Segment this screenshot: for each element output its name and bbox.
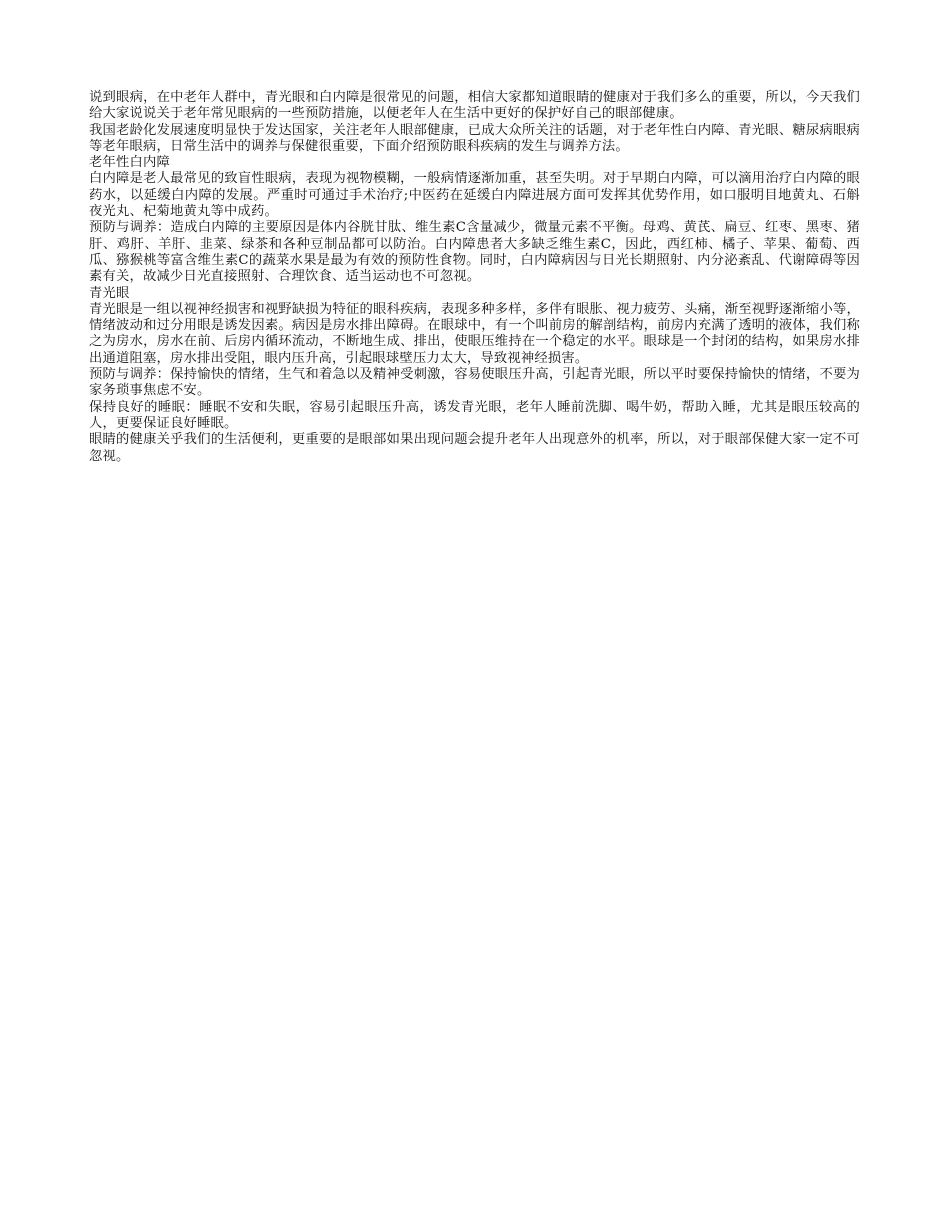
glaucoma-prevention-paragraph: 预防与调养：保持愉快的情绪，生气和着急以及精神受刺激，容易使眼压升高，引起青光眼，所以平时要保持愉快的情绪，不要为家务琐事焦虑不安。 (89, 367, 860, 399)
cataract-prevention-paragraph: 预防与调养：造成白内障的主要原因是体内谷胱甘肽、维生素C含量减少，微量元素不平衡。母鸡、黄芪、扁豆、红枣、黑枣、猪肝、鸡肝、羊肝、韭菜、绿茶和各种豆制品都可以防治。白内障患者大多缺乏维生素C，因此，西红柿、橘子、苹果、葡萄、西瓜、猕猴桃等富含维生素C的蔬菜水果是最为有效的预防性食物。同时，白内障病因与日光长期照射、内分泌紊乱、代谢障碍等因素有关，故减少日光直接照射、合理饮食、适当运动也不可忽视。 (89, 220, 860, 285)
conclusion-paragraph: 眼睛的健康关乎我们的生活便利，更重要的是眼部如果出现问题会提升老年人出现意外的机率，所以，对于眼部保健大家一定不可忽视。 (89, 432, 860, 464)
glaucoma-description-paragraph: 青光眼是一组以视神经损害和视野缺损为特征的眼科疾病，表现多种多样，多伴有眼胀、视力疲劳、头痛，渐至视野逐渐缩小等，情绪波动和过分用眼是诱发因素。病因是房水排出障碍。在眼球中，有一个叫前房的解剖结构，前房内充满了透明的液体，我们称之为房水，房水在前、后房内循环流动，不断地生成、排出，使眼压维持在一个稳定的水平。眼球是一个封闭的结构，如果房水排出通道阻塞，房水排出受阻，眼内压升高，引起眼球壁压力太大，导致视神经损害。 (89, 301, 860, 366)
section-heading-glaucoma: 青光眼 (89, 285, 130, 301)
section-heading-cataract: 老年性白内障 (89, 155, 170, 171)
document-body (89, 90, 860, 465)
cataract-description-paragraph: 白内障是老人最常见的致盲性眼病，表现为视物模糊，一般病情逐渐加重，甚至失明。对于早期白内障，可以滴用治疗白内障的眼药水，以延缓白内障的发展。严重时可通过手术治疗;中医药在延缓白内障进展方面可发挥其优势作用，如口服明目地黄丸、石斛夜光丸、杞菊地黄丸等中成药。 (89, 171, 860, 220)
sleep-advice-paragraph: 保持良好的睡眠：睡眠不安和失眠，容易引起眼压升高，诱发青光眼，老年人睡前洗脚、喝牛奶，帮助入睡，尤其是眼压较高的人，更要保证良好睡眠。 (89, 399, 860, 431)
background-paragraph: 我国老龄化发展速度明显快于发达国家，关注老年人眼部健康，已成大众所关注的话题，对于老年性白内障、青光眼、糖尿病眼病等老年眼病，日常生活中的调养与保健很重要，下面介绍预防眼科疾病的发生与调养方法。 (89, 122, 860, 154)
intro-paragraph: 说到眼病，在中老年人群中，青光眼和白内障是很常见的问题，相信大家都知道眼睛的健康对于我们多么的重要，所以，今天我们给大家说说关于老年常见眼病的一些预防措施，以便老年人在生活中更好的保护好自己的眼部健康。 (89, 90, 860, 122)
